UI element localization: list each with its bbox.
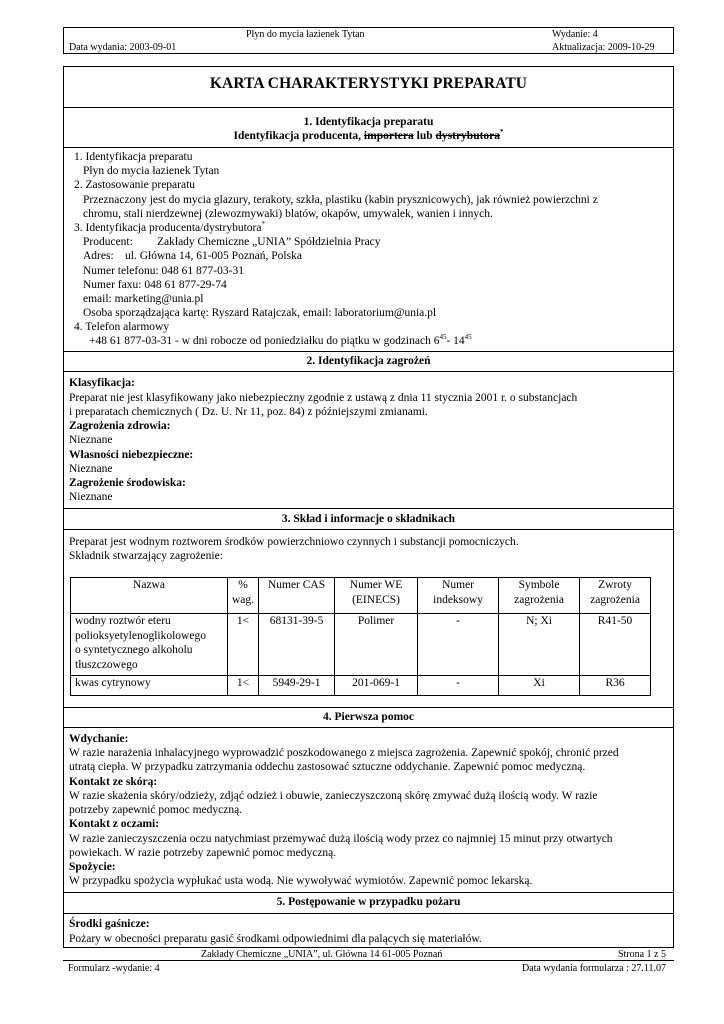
cell-symbols: N; Xi <box>499 614 580 676</box>
s1-line: 1. Identyfikacja preparatu <box>74 151 193 163</box>
s5-heading: Środki gaśnicze: <box>69 918 150 930</box>
cell-risk: R41-50 <box>580 614 651 676</box>
s2-heading: Zagrożenia zdrowia: <box>69 420 171 432</box>
s2-text: Nieznane <box>69 491 113 503</box>
cell-name: kwas cytrynowy <box>71 676 228 696</box>
cell-index: - <box>418 614 499 676</box>
footer-page: Strona 1 z 5 <box>617 949 666 960</box>
cell-risk: R36 <box>580 676 651 696</box>
divider <box>64 508 673 509</box>
footer-company: Zakłady Chemiczne „UNIA”, ul. Główna 14 61-005 Poznań <box>201 949 443 960</box>
table-row <box>71 676 651 696</box>
s1-line: Płyn do mycia łazienek Tytan <box>83 165 220 177</box>
table-row <box>71 614 651 676</box>
col-header: % wag. <box>228 578 259 614</box>
s2-text: i preparatach chemicznych ( Dz. U. Nr 11, poz. 84) z późniejszymi zmianami. <box>69 406 428 418</box>
s1-email: email: marketing@unia.pl <box>83 293 204 305</box>
divider <box>64 529 673 530</box>
divider <box>64 107 673 108</box>
s4-text: W razie narażenia inhalacyjnego wyprowadzić poszkodowanego z miejsca zagrożenia. Zapewnić spokój, chronić przed <box>69 747 619 759</box>
col-header: Zwroty zagrożenia <box>580 578 651 614</box>
composition-table <box>70 577 651 696</box>
s2-text: Nieznane <box>69 434 113 446</box>
cell-we: 201-069-1 <box>335 676 418 696</box>
s2-heading: Klasyfikacja: <box>69 377 135 389</box>
divider <box>64 371 673 372</box>
s1-line: Numer telefonu: 048 61 877-03-31 <box>83 265 244 277</box>
s1-producer-value: Zakłady Chemiczne „UNIA” Spółdzielnia Pracy <box>157 236 381 248</box>
s1-address-label: Adres: <box>83 250 114 262</box>
section-1-title: 1. Identyfikacja preparatu <box>303 116 434 128</box>
col-header: Numer indeksowy <box>418 578 499 614</box>
s4-heading: Kontakt z oczami: <box>69 818 160 830</box>
col-header: Numer WE (EINECS) <box>335 578 418 614</box>
cell-name: wodny roztwór eteru polioksyetylenoglikolowego o syntetycznego alkoholu tłuszczowego <box>71 614 228 676</box>
s4-text: W przypadku spożycia wypłukać usta wodą. Nie wywoływać wymiotów. Zapewnić pomoc lekarską. <box>69 875 533 887</box>
s4-heading: Kontakt ze skórą: <box>69 776 158 788</box>
s1-line: 4. Telefon alarmowy <box>74 321 170 333</box>
divider <box>64 727 673 728</box>
header-edition: Wydanie: 4 <box>552 29 598 40</box>
s4-text: utratą ciepła. W przypadku zatrzymania oddechu zastosować sztuczne oddychanie. Zapewnić pomoc medyczną. <box>69 761 586 773</box>
s1-line: +48 61 877-03-31 - w dni robocze od poniedziałku do piątku w godzinach $6^{45}-$ $14^{45}$ <box>89 333 472 347</box>
s1-line: Osoba sporządzająca kartę: Ryszard Ratajczak, email: laboratorium@unia.pl <box>83 307 437 319</box>
s1-line: 2. Zastosowanie preparatu <box>74 179 196 191</box>
s4-heading: Wdychanie: <box>69 733 129 745</box>
s4-text: powiekach. W razie potrzeby zapewnić pomoc medyczną. <box>69 847 337 859</box>
header-issue-date: Data wydania: 2003-09-01 <box>69 42 177 53</box>
s4-heading: Spożycie: <box>69 861 116 873</box>
s1-address-value: ul. Główna 14, 61-005 Poznań, Polska <box>125 250 302 262</box>
s1-line: 3. Identyfikacja producenta/dystrybutora* <box>74 220 265 234</box>
divider <box>64 892 673 893</box>
section-1-subtitle: Identyfikacja producenta, importera lub dystrybutora* <box>233 128 504 142</box>
divider <box>64 351 673 352</box>
footer-form-date: Data wydania formularza : 27.11.07 <box>521 963 666 974</box>
s2-heading: Własności niebezpieczne: <box>69 449 194 461</box>
section-4-title: 4. Pierwsza pomoc <box>322 711 415 723</box>
document-header <box>63 27 674 54</box>
s1-line: chromu, stali nierdzewnej (zlewozmywaki) blatów, okapów, umywalek, wanien i innych. <box>83 208 493 220</box>
col-header: Numer CAS <box>259 578 335 614</box>
document-body <box>63 66 674 948</box>
divider <box>64 913 673 914</box>
col-header: Nazwa <box>71 578 228 614</box>
cell-we: Polimer <box>335 614 418 676</box>
page-title: KARTA CHARAKTERYSTYKI PREPARATU <box>209 75 528 92</box>
cell-index: - <box>418 676 499 696</box>
s1-producer-label: Producent: <box>83 236 133 248</box>
s5-text: Pożary w obecności preparatu gasić środkami odpowiednimi dla palących się materiałów. <box>69 933 482 945</box>
section-2-title: 2. Identyfikacja zagrożeń <box>306 355 431 367</box>
divider <box>64 147 673 148</box>
divider <box>64 707 673 708</box>
section-5-title: 5. Postępowanie w przypadku pożaru <box>276 896 461 908</box>
s1-line: Numer faxu: 048 61 877-29-74 <box>83 279 227 291</box>
header-update: Aktualizacja: 2009-10-29 <box>552 42 655 53</box>
s3-text: Składnik stwarzający zagrożenie: <box>69 550 223 562</box>
s2-heading: Zagrożenie środowiska: <box>69 477 186 489</box>
cell-cas: 68131-39-5 <box>259 614 335 676</box>
header-product: Płyn do mycia łazienek Tytan <box>246 29 365 40</box>
s4-text: potrzeby zapewnić pomoc medyczną. <box>69 804 243 816</box>
s2-text: Preparat nie jest klasyfikowany jako niebezpieczny zgodnie z ustawą z dnia 11 stycznia 2001 r. o substancjach <box>69 392 578 404</box>
table-header-row <box>71 578 651 614</box>
footer-form: Formularz -wydanie: 4 <box>68 963 160 974</box>
section-3-title: 3. Skład i informacje o składnikach <box>281 513 456 525</box>
s3-text: Preparat jest wodnym roztworem środków powierzchniowo czynnych i substancji pomocniczych. <box>69 536 519 548</box>
document-footer <box>63 948 674 976</box>
cell-cas: 5949-29-1 <box>259 676 335 696</box>
cell-pct: 1< <box>228 676 259 696</box>
s4-text: W razie skażenia skóry/odzieży, zdjąć odzież i obuwie, zanieczyszczoną skórę zmywać dużą ilością wody. W razie <box>69 790 598 802</box>
s4-text: W razie zanieczyszczenia oczu natychmiast przemywać dużą ilością wody przez co najmniej 15 minut przy otwartych <box>69 833 613 845</box>
col-header: Symbole zagrożenia <box>499 578 580 614</box>
cell-pct: 1< <box>228 614 259 676</box>
cell-symbols: Xi <box>499 676 580 696</box>
s1-line: Przeznaczony jest do mycia glazury, terakoty, szkła, plastiku (kabin prysznicowych), jak również powierzchni z <box>83 194 598 206</box>
s2-text: Nieznane <box>69 463 113 475</box>
